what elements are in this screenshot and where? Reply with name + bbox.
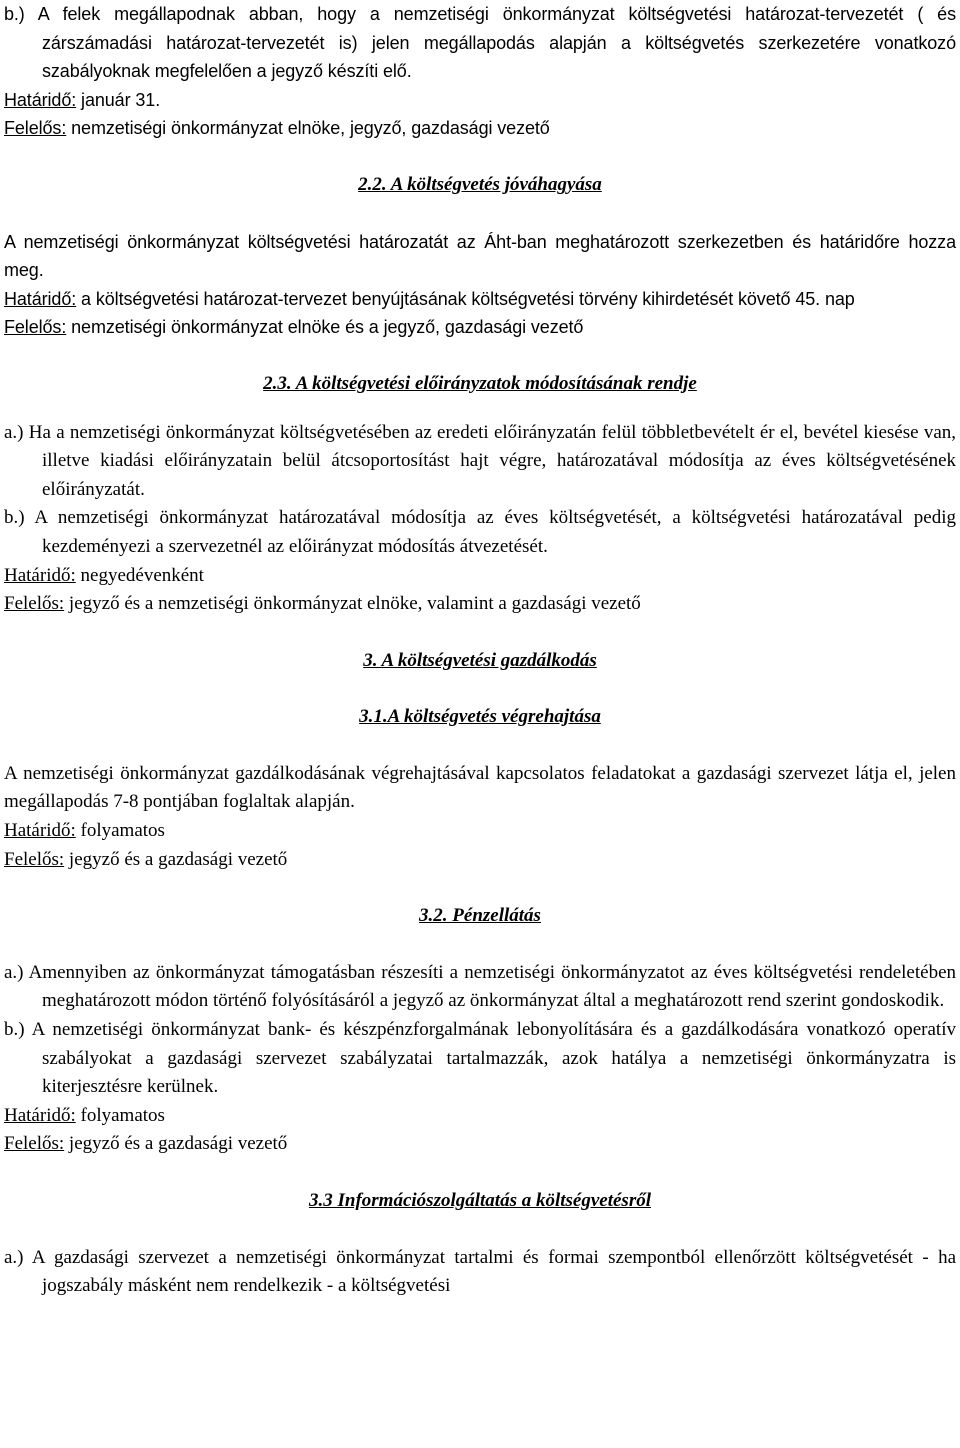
responsible-line bbox=[4, 1130, 956, 1159]
responsible-label: Felelős: bbox=[4, 593, 65, 615]
paragraph-b: b.) A felek megállapodnak abban, hogy a nemzetiségi önkormányzat költségvetési határozat-tervezetét ( és zárszámadási határozat-tervezetét is) jelen megállapodás alapján a költségvetés szerkezetére vonatkozó szabályoknak megfelelően a jegyző készíti elő. bbox=[4, 4, 956, 82]
responsible-line bbox=[4, 846, 956, 875]
deadline-value: folyamatos bbox=[75, 1104, 165, 1126]
deadline-label: Határidő: bbox=[4, 820, 76, 842]
deadline-label: Határidő: bbox=[4, 564, 76, 586]
deadline-label: Határidő: bbox=[4, 1104, 76, 1126]
section-3-3-item-a: a.) A gazdasági szervezet a nemzetiségi önkormányzat tartalmi és formai szempontból ellenőrzött költségvetését - ha jogszabály másként nem rendelkezik - a költségvetési bbox=[4, 1246, 956, 1297]
responsible-line bbox=[4, 590, 956, 619]
deadline-line bbox=[4, 285, 956, 314]
responsible-label: Felelős: bbox=[4, 848, 65, 870]
deadline-line bbox=[4, 562, 956, 591]
section-3-1-body: A nemzetiségi önkormányzat gazdálkodásának végrehajtásával kapcsolatos feladatokat a gazdasági szervezet látja el, jelen megállapodás 7-8 pontjában foglaltak alapján. bbox=[4, 762, 956, 813]
section-2-3-item-a: a.) Ha a nemzetiségi önkormányzat költségvetésében az eredeti előirányzatán felül többletbevételt ér el, bevétel kiesése van, illetve kiadási előirányzatain belül átcsoportosítást hajt végre, határozatával módosítja az éves költségvetésének előirányzatát. bbox=[4, 421, 956, 500]
deadline-line bbox=[4, 86, 956, 115]
deadline-value: a költségvetési határozat-tervezet benyújtásának költségvetési törvény kihirdetését követő 45. nap bbox=[76, 288, 855, 309]
deadline-value: negyedévenként bbox=[75, 564, 204, 586]
responsible-label: Felelős: bbox=[4, 118, 67, 139]
section-heading-3-2: 3.2. Pénzellátás bbox=[419, 905, 541, 927]
section-3-2-item-a: a.) Amennyiben az önkormányzat támogatásban részesíti a nemzetiségi önkormányzatot az éves költségvetési rendeletében meghatározott módon történő folyósításáról a jegyző az önkormányzat által a meghatározott rend szerint gondoskodik. bbox=[4, 961, 956, 1012]
responsible-label: Felelős: bbox=[4, 1133, 65, 1155]
section-heading-3: 3. A költségvetési gazdálkodás bbox=[363, 649, 597, 671]
responsible-value: jegyző és a gazdasági vezető bbox=[64, 848, 288, 870]
deadline-value: január 31. bbox=[76, 89, 161, 110]
deadline-line bbox=[4, 1102, 956, 1131]
section-3-2-item-b: b.) A nemzetiségi önkormányzat bank- és készpénzforgalmának lebonyolítására és a gazdálkodására vonatkozó operatív szabályokat a gazdasági szervezet szabályzatai tartalmazzák, azok hatálya a nemzetiségi önkormányzatra is kiterjesztésre kerülnek. bbox=[4, 1019, 956, 1098]
responsible-value: jegyző és a gazdasági vezető bbox=[64, 1133, 288, 1155]
section-heading-2-2: 2.2. A költségvetés jóváhagyása bbox=[358, 173, 602, 195]
deadline-label: Határidő: bbox=[4, 89, 77, 110]
section-heading-3-1: 3.1.A költségvetés végrehajtása bbox=[359, 706, 601, 728]
document-page bbox=[4, 0, 956, 1301]
section-2-2-body: A nemzetiségi önkormányzat költségvetési határozatát az Áht-ban meghatározott szerkezetben és határidőre hozza meg. bbox=[4, 231, 956, 281]
section-2-3-item-b: b.) A nemzetiségi önkormányzat határozatával módosítja az éves költségvetését, a költségvetési határozatával pedig kezdeményezi a szervezetnél az előirányzat módosítás átvezetését. bbox=[4, 507, 956, 557]
responsible-value: jegyző és a nemzetiségi önkormányzat elnöke, valamint a gazdasági vezető bbox=[64, 593, 641, 615]
section-heading-3-3: 3.3 Információszolgáltatás a költségvetésről bbox=[309, 1190, 651, 1211]
deadline-line bbox=[4, 817, 956, 846]
responsible-line bbox=[4, 114, 956, 143]
responsible-line bbox=[4, 313, 956, 342]
deadline-value: folyamatos bbox=[75, 820, 165, 842]
deadline-label: Határidő: bbox=[4, 288, 77, 309]
section-heading-2-3: 2.3. A költségvetési előirányzatok módosításának rendje bbox=[263, 372, 697, 394]
responsible-label: Felelős: bbox=[4, 317, 67, 338]
responsible-value: nemzetiségi önkormányzat elnöke, jegyző, gazdasági vezető bbox=[66, 118, 550, 139]
responsible-value: nemzetiségi önkormányzat elnöke és a jegyző, gazdasági vezető bbox=[66, 317, 584, 338]
